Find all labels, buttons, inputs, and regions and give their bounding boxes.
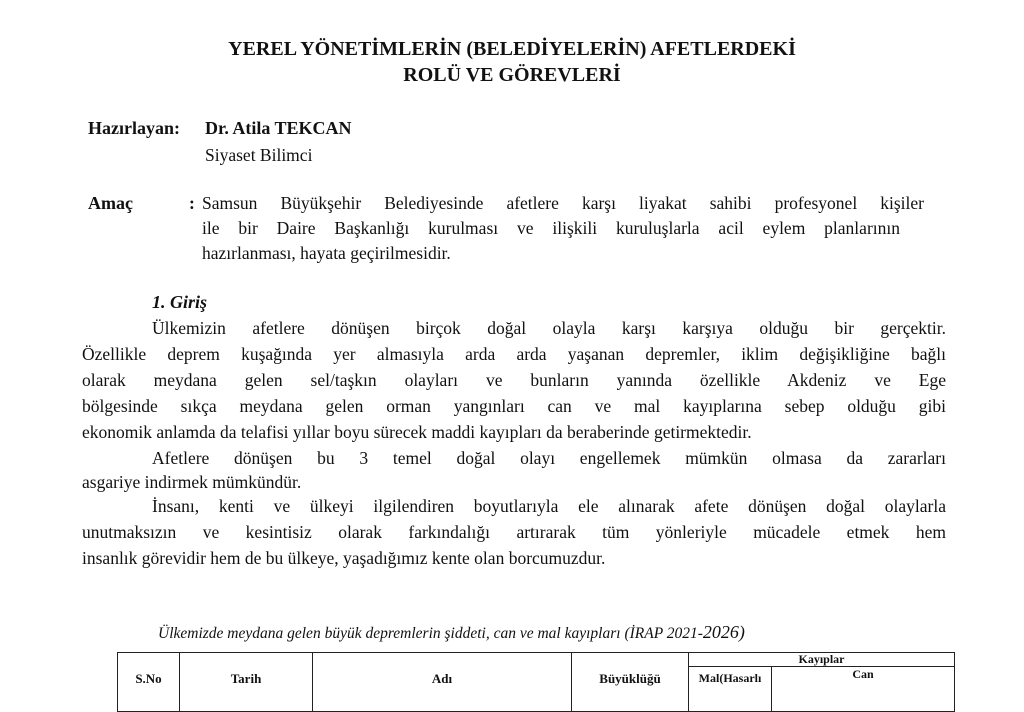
paragraph-line: Özellikle deprem kuşağında yer almasıyla arda arda yaşanan depremler, iklim değişikliğine bağlı (82, 344, 946, 364)
paragraph-line: bölgesinde sıkça meydana gelen orman yangınları can ve mal kayıplarına sebep olduğu gibi (82, 396, 946, 416)
aim-colon: : (189, 193, 195, 213)
paragraph-line: Ülkemizin afetlere dönüşen birçok doğal olayla karşı karşıya olduğu bir gerçektir. (152, 318, 946, 338)
header-life: Can (772, 667, 955, 712)
header-sno: S.No (118, 653, 180, 712)
table-caption (158, 622, 745, 643)
header-magnitude: Büyüklüğü (572, 653, 689, 712)
author-name: Dr. Atila TEKCAN (205, 118, 352, 138)
author-role: Siyaset Bilimci (205, 145, 313, 165)
aim-line: hazırlanması, hayata geçirilmesidir. (202, 243, 451, 263)
paragraph-line: ekonomik anlamda da telafisi yıllar boyu sürecek maddi kayıpları da beraberinde getirmektedir. (82, 422, 752, 442)
author-label: Hazırlayan: (88, 118, 180, 138)
earthquake-table (117, 652, 955, 712)
paragraph-line: İnsanı, kenti ve ülkeyi ilgilendiren boyutlarıyla ele alınarak afete dönüşen doğal olaylarla (152, 496, 946, 516)
document-title-line-1: YEREL YÖNETİMLERİN (BELEDİYELERİN) AFETLERDEKİ (228, 38, 796, 60)
section-heading: 1. Giriş (152, 292, 208, 312)
aim-line: ile bir Daire Başkanlığı kurulması ve ilişkili kuruluşlarla acil eylem planlarının (202, 218, 900, 238)
paragraph-line: unutmaksızın ve kesintisiz olarak farkındalığı artırarak tüm yönleriyle mücadele etmek hem (82, 522, 946, 542)
paragraph-line: olarak meydana gelen sel/taşkın olayları ve bunların yanında özellikle Akdeniz ve Ege (82, 370, 946, 390)
paragraph-line: asgariye indirmek mümkündür. (82, 472, 302, 492)
paragraph-line: Afetlere dönüşen bu 3 temel doğal olayı engellemek mümkün olmasa da zararları (152, 448, 946, 468)
aim-label: Amaç (88, 193, 133, 213)
header-name: Adı (313, 653, 572, 712)
aim-line: Samsun Büyükşehir Belediyesinde afetlere karşı liyakat sahibi profesyonel kişiler (202, 193, 924, 213)
table-caption-text: Ülkemizde meydana gelen büyük depremlerin şiddeti, can ve mal kayıpları (İRAP 2021- (158, 625, 703, 642)
document-title-line-2: ROLÜ VE GÖREVLERİ (403, 64, 621, 86)
table-caption-year: 2026) (702, 622, 745, 642)
header-date: Tarih (180, 653, 313, 712)
header-losses: Kayıplar (689, 653, 955, 667)
header-property: Mal(Hasarlı (689, 667, 772, 712)
paragraph-line: insanlık görevidir hem de bu ülkeye, yaşadığımız kente olan borcumuzdur. (82, 548, 606, 568)
